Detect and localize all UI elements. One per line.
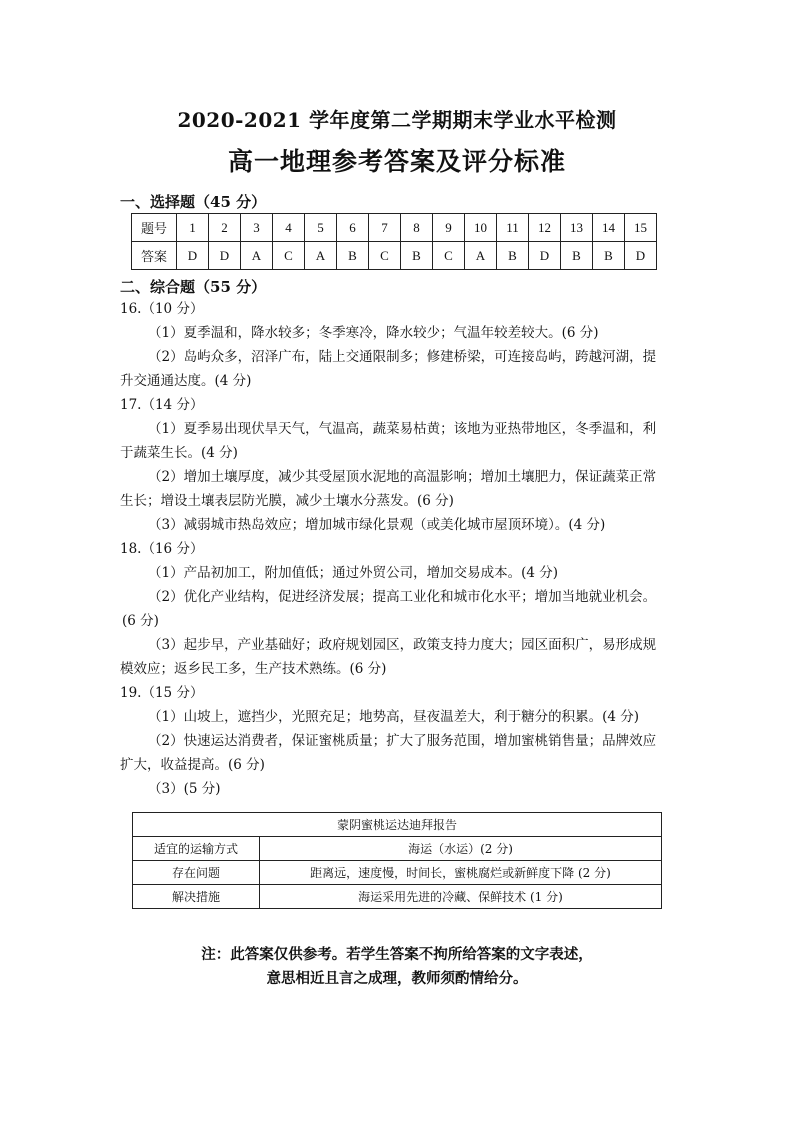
answer-text-line: （2）快速运达消费者，保证蜜桃质量；扩大了服务范围，增加蜜桃销售量；品牌效应 bbox=[148, 733, 657, 749]
question-number-cell: 15 bbox=[625, 214, 657, 242]
answer-text-line: (6 分) bbox=[122, 613, 159, 629]
question-number-cell: 11 bbox=[497, 214, 529, 242]
answer-text-line: （1）夏季温和，降水较多；冬季寒冷，降水较少；气温年较差较大。(6 分) bbox=[148, 325, 599, 341]
question-number-cell: 6 bbox=[337, 214, 369, 242]
answer-text-line: （2）优化产业结构，促进经济发展；提高工业化和城市化水平；增加当地就业机会。 bbox=[148, 589, 657, 605]
question-number-cell: 13 bbox=[561, 214, 593, 242]
question-number-cell: 14 bbox=[593, 214, 625, 242]
report-title-cell: 蒙阴蜜桃运达迪拜报告 bbox=[133, 813, 662, 837]
answer-text-line: （1）产品初加工，附加值低；通过外贸公司，增加交易成本。(4 分) bbox=[148, 565, 559, 581]
answer-text-line: （2）增加土壤厚度，减少其受屋顶水泥地的高温影响；增加土壤肥力，保证蔬菜正常 bbox=[148, 469, 657, 485]
note-line: 注：此答案仅供参考。若学生答案不拘所给答案的文字表述， bbox=[201, 946, 593, 963]
answer-cell: C bbox=[433, 242, 465, 270]
table-row bbox=[133, 861, 662, 885]
answer-text-line: （2）岛屿众多，沼泽广布，陆上交通限制多；修建桥梁，可连接岛屿，跨越河湖，提 bbox=[148, 349, 657, 365]
table-header-cell: 题号 bbox=[132, 214, 177, 242]
answer-cell: B bbox=[561, 242, 593, 270]
exam-title: 2020-2021 学年度第二学期期末学业水平检测 bbox=[177, 108, 617, 132]
question-number-cell: 4 bbox=[273, 214, 305, 242]
answer-text-line: （3）减弱城市热岛效应；增加城市绿化景观（或美化城市屋顶环境）。(4 分) bbox=[148, 517, 606, 533]
question-header: 19.（15 分） bbox=[120, 685, 204, 701]
table-row bbox=[133, 885, 662, 909]
answer-text-line: 升交通通达度。(4 分) bbox=[120, 373, 252, 389]
answer-cell: B bbox=[401, 242, 433, 270]
report-value-cell: 海运（水运）(2 分) bbox=[260, 837, 662, 861]
question-number-cell: 8 bbox=[401, 214, 433, 242]
section-heading-choice: 一、选择题（45 分） bbox=[120, 193, 267, 211]
report-value-cell: 距离远，速度慢，时间长，蜜桃腐烂或新鲜度下降 (2 分) bbox=[260, 861, 662, 885]
table-header-cell: 答案 bbox=[132, 242, 177, 270]
answer-cell: B bbox=[593, 242, 625, 270]
question-header: 18.（16 分） bbox=[120, 541, 204, 557]
answer-cell: D bbox=[529, 242, 561, 270]
question-number-cell: 1 bbox=[177, 214, 209, 242]
answer-cell: A bbox=[465, 242, 497, 270]
question-number-cell: 2 bbox=[209, 214, 241, 242]
question-number-cell: 7 bbox=[369, 214, 401, 242]
answer-cell: B bbox=[337, 242, 369, 270]
question-number-cell: 9 bbox=[433, 214, 465, 242]
question-header: 16.（10 分） bbox=[120, 301, 204, 317]
question-header: 17.（14 分） bbox=[120, 397, 204, 413]
answer-cell: C bbox=[273, 242, 305, 270]
answer-cell: B bbox=[497, 242, 529, 270]
report-table bbox=[132, 812, 662, 909]
report-value-cell: 海运采用先进的冷藏、保鲜技术 (1 分) bbox=[260, 885, 662, 909]
question-number-cell: 5 bbox=[305, 214, 337, 242]
question-number-cell: 10 bbox=[465, 214, 497, 242]
question-number-cell: 12 bbox=[529, 214, 561, 242]
answer-cell: A bbox=[305, 242, 337, 270]
answer-text-line: （1）夏季易出现伏旱天气，气温高，蔬菜易枯黄；该地为亚热带地区，冬季温和，利 bbox=[148, 421, 657, 437]
report-label-cell: 适宜的运输方式 bbox=[133, 837, 260, 861]
table-row bbox=[132, 242, 657, 270]
answer-text-line: 于蔬菜生长。(4 分) bbox=[120, 445, 238, 461]
answer-text-line: 模效应；返乡民工多，生产技术熟练。(6 分) bbox=[120, 661, 387, 677]
table-row bbox=[133, 813, 662, 837]
table-row bbox=[132, 214, 657, 242]
answer-text-line: （3）起步早，产业基础好；政府规划园区，政策支持力度大；园区面积广，易形成规 bbox=[148, 637, 657, 653]
answer-text-line: 扩大，收益提高。(6 分) bbox=[120, 757, 265, 773]
note-line: 意思相近且言之成理，教师须酌情给分。 bbox=[266, 970, 528, 987]
report-label-cell: 解决措施 bbox=[133, 885, 260, 909]
answer-cell: D bbox=[625, 242, 657, 270]
answer-cell: D bbox=[209, 242, 241, 270]
answer-cell: D bbox=[177, 242, 209, 270]
document-title: 高一地理参考答案及评分标准 bbox=[227, 147, 566, 176]
section-heading-comprehensive: 二、综合题（55 分） bbox=[120, 278, 267, 296]
answer-cell: A bbox=[241, 242, 273, 270]
table-row bbox=[133, 837, 662, 861]
answer-text-line: （3）(5 分) bbox=[148, 781, 221, 797]
answer-cell: C bbox=[369, 242, 401, 270]
answer-text-line: （1）山坡上，遮挡少，光照充足；地势高，昼夜温差大，利于糖分的积累。(4 分) bbox=[148, 709, 640, 725]
answer-text-line: 生长；增设土壤表层防光膜，减少土壤水分蒸发。(6 分) bbox=[120, 493, 454, 509]
question-number-cell: 3 bbox=[241, 214, 273, 242]
report-label-cell: 存在问题 bbox=[133, 861, 260, 885]
answer-table bbox=[131, 213, 657, 270]
